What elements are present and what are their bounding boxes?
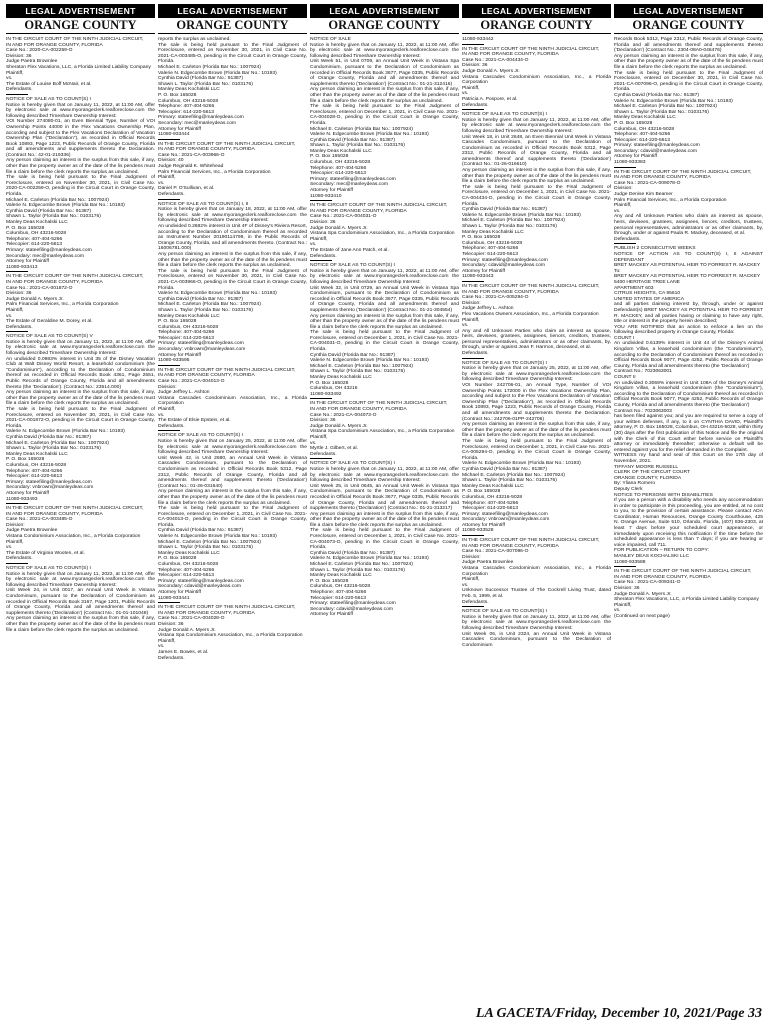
legal-notice: NOTICE OF SALE AS TO COUNT(S) I Notice is hereby given that on January 25, 2022, at 11:00 AM, offer by electronic sale at www.myorangeclerk.realforeclose.com the following described Timeshare Ownership Interest: Unit Week 42, in Unit 2680, an Annual Unit Week in Vistana Cascades Condominium, pursuant to the Declaration of Condominium as recorded in Official Records Book 5312, Page 2312, Public Records of Orange County, Florida and all amendments thereof and supplements thereto ('Declaration') (Contract No.: 01-26-031640) Any person claiming an interest in the surplus from this sale, if any, other than the property owner as of the date of the lis pendens must file a claim before the clerk reports the surplus as unclaimed. The sale is being held pursuant to the Final Judgment of Foreclosure, entered on December 1, 2021, in Civil Case No. 2021-CA-004013-O, pending in the Circuit Court in Orange County, Florida. Cynthia David (Florida Bar No.: 91387) Valerie N. Edgecombe Brown (Florida Bar No.: 10193) Michael E. Carleton (Florida Bar No.: 1007924) Shawn L. Taylor (Florida Bar No.: 0103176) Manley Deas Kochalski LLC P. O. Box 165028 Columbus, OH 43216-5028 Telephone: 407-404-5266 Telecopier: 614-220-5613 Primary: stateefiling@manleydeas.com Secondary: cdavid@manleydeas.com Attorney for Plaintiff 11080-933441	[158, 433, 307, 601]
legal-notice: IN THE CIRCUIT COURT OF THE NINTH JUDICIAL CIRCUIT, IN AND FOR ORANGE COUNTY, FLORIDA Case No.: 2021-CA-004434-O Division: 36 Judge Donald A. Myers Jr. Vistana Cascades Condominium Association, Inc., a Florida Corporation Plaintiff, vs. Patricia A. Pospore, et al. Defendants.	[462, 46, 611, 108]
notice-separator	[462, 281, 484, 282]
legal-notice: Records Book 5312, Page 2312, Public Records of Orange County, Florida and all amendments thereof and supplements thereto ('Declaration') (Contract No.: 2304-08A0-046476) Any person claiming an interest in the surplus from this sale, if any, other than the property owner as of the date of the lis pendens must file a claim before the clerk reports the surplus as unclaimed. The sale is being held pursuant to the Final Judgment of Foreclosure, entered on December 30, 2021, in Civil Case No. 2021-CA-007096-O, pending in the Circuit Court in Orange County, Florida. Cynthia David (Florida Bar No.: 91387) Valerie N. Edgecombe Brown (Florida Bar No.: 10193) Michael E. Carleton (Florida Bar No.: 1007924) Shawn L. Taylor (Florida Bar No.: 0103176) Manley Deas Kochalski LLC P. O. Box 165028 Columbus, OH 43216-5028 Telephone: 407-404-5266 Telecopier: 614-220-5613 Primary: stateefiling@manleydeas.com Secondary: cdavid@manleydeas.com Attorney for Plaintiff 11080-933383	[614, 37, 763, 166]
column-1	[6, 4, 155, 1004]
notice-separator	[310, 200, 332, 201]
notice-separator	[158, 430, 180, 431]
county-heading: ORANGE COUNTY	[462, 18, 611, 34]
legal-advertisement-header: LEGAL ADVERTISEMENT	[310, 4, 459, 18]
legal-notice: IN THE CIRCUIT COURT OF THE NINTH JUDICIAL CIRCUIT, IN AND FOR ORANGE COUNTY, FLORIDA Case No.: 2021-CA-007096-O Division: Judge Paetra Brownlee Vistana Cascades Condominium Association, Inc., a Florida Corporation Plaintiff, vs. Unknown Successor Trustee of The Cockrell Living Trust, dated Feb. 5, 1999, et al. Defendants.	[462, 538, 611, 605]
notice-separator	[158, 199, 180, 200]
legal-notice: NOTICE OF SALE AS TO COUNT(S) I Notice is hereby given that on January 11, 2022, at 11:00 AM, offer by electronic sale at www.myorangeclerk.realforeclose.com the following described Timeshare Ownership Interest: Unit Week 24, in Unit 0017, an Annual Unit Week in Vistana Condominium, pursuant to the Declaration of Condominium as recorded in Official Records Book 3167, Page 1201, Public Records of Orange County, Florida and all amendments thereof and supplements thereto ('Declaration') (Contract No.: 01-01-101048) Any person claiming an interest in the surplus from this sale, if any, other than the property owner as of the date of the lis pendens must file a claim before the clerk reports the surplus as unclaimed.	[6, 566, 155, 633]
county-heading: ORANGE COUNTY	[6, 18, 155, 34]
notice-separator	[462, 109, 484, 110]
column-body	[6, 37, 155, 1004]
legal-notice: PUBLISH 2 CONSECUTIVE WEEKS NOTICE OF ACTION AS TO COUNT(S) I, II AGAINST DEFENDANT BRET MACKEY AS POTENTIAL HEIR TO FORREST R. MACKEY To: BRET MACKEY AS POTENTIAL HEIR TO FORREST R. MACKEY 5400 HERITAGE TREE LANE APARTMENT 603 CITRUS HEIGHTS, CA 95610 UNITED STATES OF AMERICA and all parties claiming interest by, through, under or against Defendant(s) BRET MACKEY AS POTENTIAL HEIR TO FORREST R. MACKEY, and all parties having or claiming to have any right, title or interest in the property herein described; YOU ARE NOTIFIED that an action to enforce a lien on the following described property in Orange County, Florida: COUNT I An undivided 0.6139% interest in Unit 44 of the Disney's Animal Kingdom Villas, a leasehold condominium (the "Condominium"), according to the Declaration of Condominium thereof as recorded in Official Records Book 9077, Page 4252, Public Records of Orange County, Florida and all amendments thereto (the 'Declaration') Contract No.: 7023063001 COUNT II An undivided 0.3069% interest in Unit 108A of the Disney's Animal Kingdom Villas, a leasehold condominium (the "Condominium"), according to the Declaration of Condominium thereof as recorded in Official Records Book 9077, Page 4252, Public Records of Orange County, Florida and all amendments thereto (the 'Declaration') Contract No.: 7023063003 has been filed against you; and you are required to serve a copy of your written defenses, if any, to it on CYNTHIA DAVID, Plaintiff's attorney, P. O. Box 165028, Columbus, OH 43216-5028, within thirty (30) days after the first publication of this Notice and file the original with the Clerk of this Court either before service on Plaintiff's attorney or immediately thereafter; otherwise a default will be entered against you for the relief demanded in the Complaint. WITNESS my hand and seal of this Court on the 17th day of November, 2021. TIFFANY MOORE RUSSELL CLERK OF THE CIRCUIT COURT ORANGE COUNTY, FLORIDA By: Yliana Romero Deputy Clerk NOTICE TO PERSONS WITH DISABILITIES If you are a person with a disability who needs any accommodation in order to participate in this proceeding, you are entitled, at no cost to you, to the provision of certain assistance. Please contact ADA Coordinator, Human Resources, Orange County Courthouse, 425 N. Orange Avenue, Suite 510, Orlando, Florida, (407) 836-2303, at least 7 days before your scheduled court appearance, or immediately upon receiving this notification if the time before the scheduled appearance is less than 7 days; if you are hearing or voice impaired, call 711. FOR PUBLICATION – RETURN TO COPY: MANLEY DEAS KOCHALSKI LLC 11080-933588	[614, 246, 763, 565]
legal-notice: IN THE CIRCUIT COURT OF THE NINTH JUDICIAL CIRCUIT, IN AND FOR ORANGE COUNTY, FLORIDA Case No.: 2021-CA-001872-O Division: 36 Judge Donald A. Myers Jr. Palm Financial Services, Inc., a Florida Corporation Plaintiff, vs. The Estate of Geraldine M. Dorey, et al. Defendants.	[6, 274, 144, 330]
legal-notice: NOTICE OF SALE AS TO COUNT(S) I, II Notice is hereby given that on January 18, 2022, at 11:00 AM, offer by electronic sale at www.myorangeclerk.realforeclose.com the following described Timeshare Ownership Interest: An undivided 0.2682% interest in Unit 4F of Disney's Riviera Resort, according to the Declaration of Condominium thereof as recorded as Instrument Number 20190114799, in the Public Records of Orange County, Florida, and all amendments thereto. (Contract No.: 16006781.000) Any person claiming an interest in the surplus from this sale, if any, other than the property owner as of the date of the lis pendens must file a claim before the clerk reports the surplus as unclaimed. The sale is being held pursuant to the Final Judgment of Foreclosure, entered on November 30, 2021, in Civil Case No. 2021-CA-003966-O, pending in the Circuit Court in Orange County, Florida. Valerie N. Edgecombe Brown (Florida Bar No.: 10193) Cynthia David (Florida Bar No.: 91387) Michael E. Carleton (Florida Bar No.: 1007924) Shawn L. Taylor (Florida Bar No.: 0103176) Manley Deas Kochalski LLC P. O. Box 165028 Columbus, OH 43216-5028 Telephone: 407-404-5266 Telecopier: 614-220-5613 Primary: stateefiling@manleydeas.com Secondary: vnbrown@manleydeas.com Attorney for Plaintiff 11080-933595	[158, 201, 307, 364]
legal-notice: NOTICE OF SALE AS TO COUNT(S) I Notice is hereby given that on January 11, 2022, at 11:00 AM, offer by electronic sale at www.myorangeclerk.realforeclose.com the following described Timeshare Ownership Interest: Unit Week 06, in Unit 2324, an Annual Unit Week in Vistana Cascades Condominium, pursuant to the Declaration of Condominium	[462, 609, 611, 648]
notice-separator	[614, 243, 636, 244]
column-5	[614, 4, 763, 1004]
notice-separator	[614, 566, 636, 567]
legal-advertisement-header: LEGAL ADVERTISEMENT	[614, 4, 763, 18]
legal-notice: NOTICE OF SALE AS TO COUNT(S) V Notice is hereby given that on January 11, 2022, at 11:00 AM, offer by electronic sale at www.myorangeclerk.realforeclose.com the following described Timeshare Ownership Interest: An undivided 0.0983% interest in Unit 35 of the Disney Vacation Club at Walt Disney World Resort, a leasehold condominium (the "Condominium"), according to the Declaration of Condominium thereof as recorded in Official Records Book 4361, Page 2551, Public Records of Orange County, Florida and all amendments thereto (the 'Declaration'). (Contract No.: 23514.000) Any person claiming an interest in the surplus from this sale, if any, other than the property owner as of the date of the lis pendens must file a claim before the clerk reports the surplus as unclaimed. The sale is being held pursuant to the Final Judgment of Foreclosure, entered on November 30, 2021, in Civil Case No. 2021-CA-001872-O, pending in the Circuit Court in Orange County, Florida. Valerie N. Edgecombe Brown (Florida Bar No.: 10193) Cynthia David (Florida Bar No.: 91387) Michael E. Carleton (Florida Bar No.: 1007924) Shawn L. Taylor (Florida Bar No.: 0103176) Manley Deas Kochalski LLC P. O. Box 165028 Columbus, OH 43216-5028 Telephone: 407-404-5266 Telecopier: 614-220-5613 Primary: stateefiling@manleydeas.com Secondary: vnbrown@manleydeas.com Attorney for Plaintiff 11080-933493	[6, 334, 155, 502]
legal-advertisement-header: LEGAL ADVERTISEMENT	[462, 4, 611, 18]
notice-separator	[6, 503, 28, 504]
notice-separator	[310, 398, 332, 399]
notice-separator	[6, 94, 28, 95]
county-heading: ORANGE COUNTY	[614, 18, 763, 34]
notice-separator	[462, 44, 484, 45]
legal-notice: IN THE CIRCUIT COURT OF THE NINTH JUDICIAL CIRCUIT, IN AND FOR ORANGE COUNTY, FLORIDA Case No.: 2021-CA-004031-O Division: 36 Judge Donald A. Myers Jr. Vistana Spa Condominium Association, Inc., a Florida Corporation Plaintiff, vs. The Estate of Jane Ann Patch, et al. Defendants.	[310, 203, 455, 259]
legal-notice: NOTICE OF SALE AS TO COUNT(S) I Notice is hereby given that on January 11, 2022, at 11:00 AM, offer by electronic sale at www.myorangeclerk.realforeclose.com the following described Timeshare Ownership Interest: VOI Number 274080-01, an Even Biennial Type, Number of VOI Ownership Points 44000 in the Flex Vacations Ownership Plan, according and subject to the Flex Vacations Declaration of Vacation Ownership Plan ("Declaration"), as recorded in Official Records Book 10893, Page 1223, Public Records of Orange County, Florida and all amendments and supplements thereto the Declaration. (Contract No.: 42-01-219336) Any person claiming an interest in the surplus from this sale, if any, other than the property owner as of the date of the lis pendens must file a claim before the clerk reports the surplus as unclaimed. The sale is being held pursuant to the Final Judgment of Foreclosure, entered on November 30, 2021, in Civil Case No. 2020-CA-002259-O, pending in the Circuit Court in Orange County, Florida. Michael E. Carleton (Florida Bar No.: 1007924) Valerie N. Edgecombe Brown (Florida Bar No.: 10193) Cynthia David (Florida Bar No.: 91387) Shawn L. Taylor (Florida Bar No.: 0103176) Manley Deas Kochalski LLC P. O. Box 165028 Columbus, OH 43216-5028 Telephone: 407-404-5266 Telecopier: 614-220-5613 Primary: stateefiling@manleydeas.com Secondary: mec@manleydeas.com Attorney for Plaintiff 11080-933413	[6, 96, 155, 270]
legal-notice: IN THE CIRCUIT COURT OF THE NINTH JUDICIAL CIRCUIT, IN AND FOR ORANGE COUNTY, FLORIDA Case No.: 2021-CA-009341-O Division: 36 Judge Donald A. Myers Jr. Sheraton Flex Vacations, LLC, a Florida Limited Liability Company Plaintiff, vs. (Continued on next page)	[614, 569, 759, 619]
notice-separator	[6, 271, 28, 272]
newspaper-page	[6, 4, 764, 1004]
legal-notice: NOTICE OF SALE AS TO COUNT(S) I Notice is hereby given that on January 25, 2022, at 11:00 AM, offer by electronic sale at www.myorangeclerk.realforeclose.com the following described Timeshare Ownership Interest: VOI Number 242706-01, an Annual Type, Number of VOI Ownership Points 172000 in the Flex Vacations Ownership Plan, according and subject to the Flex Vacations Declaration of Vacation Ownership Plan ("Declaration"), as recorded in Official Records Book 10893, Page 1223, Public Records of Orange County, Florida and all amendments and supplements thereto the Declaration. (Contract No.: 242706-01PP-242706) Any person claiming an interest in the surplus from this sale, if any, other than the property owner as of the date of the lis pendens must file a claim before the clerk reports the surplus as unclaimed. The sale is being held pursuant to the Final Judgment of Foreclosure, entered on December 1, 2021, in Civil Case No. 2021-CA-005294-O, pending in the Circuit Court in Orange County, Florida. Valerie N. Edgecombe Brown (Florida Bar No.: 10193) Cynthia David (Florida Bar No.: 91387) Michael E. Carleton (Florida Bar No.: 1007924) Shawn L. Taylor (Florida Bar No.: 0103176) Manley Deas Kochalski LLC P. O. Box 165028 Columbus, OH 43216-5028 Telephone: 407-404-5266 Telecopier: 614-220-5613 Primary: stateefiling@manleydeas.com Secondary: vnbrown@manleydeas.com Attorney for Plaintiff 11080-933528	[462, 360, 611, 534]
county-heading: ORANGE COUNTY	[310, 18, 459, 34]
notice-separator	[614, 167, 636, 168]
notice-separator	[158, 602, 180, 603]
notice-separator	[462, 606, 484, 607]
notice-separator	[310, 260, 332, 261]
notice-separator	[310, 458, 332, 459]
notice-separator	[6, 563, 28, 564]
column-4	[462, 4, 611, 1004]
legal-notice: IN THE CIRCUIT COURT OF THE NINTH JUDICIAL CIRCUIT, IN AND FOR ORANGE COUNTY, FLORIDA Case No.: 2021-CA-003485-O Division: Judge Paetra Brownlee Vistana Condominium Association, Inc., a Florida Corporation Plaintiff, vs. The Estate of Virginia Wooten, et al. Defendants.	[6, 506, 144, 562]
notice-separator	[6, 331, 28, 332]
page-footer: LA GACETA/Friday, December 10, 2021/Page 33	[475, 1006, 762, 1021]
column-body	[158, 37, 307, 1004]
notice-separator	[158, 139, 180, 140]
legal-notice: IN THE CIRCUIT COURT OF THE NINTH JUDICIAL CIRCUIT, IN AND FOR ORANGE COUNTY, FLORIDA Case No.: 2021-CA-004013-O Division: Judge Jeffrey L. Ashton Vistana Cascades Condominium Association, Inc., a Florida Corporation Plaintiff, vs. The Estate of Elsie Epstein, et al. Defendants.	[158, 367, 307, 429]
legal-notice: IN THE CIRCUIT COURT OF THE NINTH JUDICIAL CIRCUIT, IN AND FOR ORANGE COUNTY, FLORIDA Case No.: 2021-CA-005294-O Division: Judge Jeffrey L. Ashton Flex Vacations Owners Association, Inc., a Florida Corporation Plaintiff, vs. Any and All Unknown Parties who claim an interest as spouse, heirs, devisees, grantees, assignees, lienors, creditors, trustees, personal representatives, administrators or as other claimants, by, through, under or against Jean F. Harmon, deceased, et al. Defendants.	[462, 283, 611, 357]
column-2	[158, 4, 307, 1004]
legal-notice: IN THE CIRCUIT COURT OF THE NINTH JUDICIAL CIRCUIT, IN AND FOR ORANGE COUNTY, FLORIDA Case No.: 2021-CA-004028-O Division: 36 Judge Donald A. Myers Jr. Vistana Spa Condominium Association, Inc., a Florida Corporation Plaintiff, vs. James E. Bowes, et al. Defendants.	[158, 605, 303, 661]
legal-notice: NOTICE OF SALE AS TO COUNT(S) I Notice is hereby given that on January 11, 2022, at 11:00 AM, offer by electronic sale at www.myorangeclerk.realforeclose.com the following described Timeshare Ownership Interest: Unit Week 18, in Unit 2648, an Even Biennial Unit Week in Vistana Cascades Condominium, pursuant to the Declaration of Condominium as recorded in Official Records Book 5312, Page 2312, Public Records of Orange County, Florida and all amendments thereof and supplements thereto ('Declaration') (Contract No.: 01-26-016610) Any person claiming an interest in the surplus from this sale, if any, other than the property owner as of the date of the lis pendens must file a claim before the clerk reports the surplus as unclaimed. The sale is being held pursuant to the Final Judgment of Foreclosure, entered on December 1, 2021, in Civil Case No. 2021-CA-004434-O, pending in the Circuit Court in Orange County, Florida. Cynthia David (Florida Bar No.: 91387) Valerie N. Edgecombe Brown (Florida Bar No.: 10193) Michael E. Carleton (Florida Bar No.: 1007924) Shawn L. Taylor (Florida Bar No.: 0103176) Manley Deas Kochalski LLC P. O. Box 165028 Columbus, OH 43216-5028 Telephone: 407-404-5266 Telecopier: 614-220-5613 Primary: stateefiling@manleydeas.com Secondary: cdavid@manleydeas.com Attorney for Plaintiff 11080-933443	[462, 112, 611, 280]
notice-separator	[158, 365, 180, 366]
legal-notice: IN THE CIRCUIT COURT OF THE NINTH JUDICIAL CIRCUIT, IN AND FOR ORANGE COUNTY, FLORIDA Case No.: 2020-CA-002259-O Division: 36 Judge Paetra Brownlee Sheraton Flex Vacations, LLC, a Florida Limited Liability Company Plaintiff, vs. The Estate of Louise Boff McNair, et al. Defendants.	[6, 37, 151, 93]
legal-notice: NOTICE OF SALE AS TO COUNT(S) I Notice is hereby given that on January 11, 2022, at 11:00 AM, offer by electronic sale at www.myorangeclerk.realforeclose.com the following described Timeshare Ownership Interest: Unit Week 32, in Unit 0729, an Annual Unit Week in Vistana Spa Condominium, pursuant to the Declaration of Condominium as recorded in Official Records Book 3677, Page 0335, Public Records of Orange County, Florida and all amendments thereof and supplements thereto ('Declaration') (Contract No.: 01-21-304554) Any person claiming an interest in the surplus from this sale, if any, other than the property owner as of the date of the lis pendens must file a claim before the clerk reports the surplus as unclaimed. The sale is being held pursuant to the Final Judgment of Foreclosure, entered on December 1, 2021, in Civil Case No. 2021-CA-004031-O, pending in the Circuit Court in Orange County, Florida. Cynthia David (Florida Bar No.: 91387) Valerie N. Edgecombe Brown (Florida Bar No.: 10193) Michael E. Carleton (Florida Bar No.: 1007924) Shawn L. Taylor (Florida Bar No.: 0103176) Manley Deas Kochalski LLC P. O. Box 165028 Columbus, OH 43216 11080-933492	[310, 263, 459, 397]
legal-notice: 11080-933442	[462, 37, 494, 42]
legal-notice: IN THE CIRCUIT COURT OF THE NINTH JUDICIAL CIRCUIT, IN AND FOR ORANGE COUNTY, FLORIDA Case No.: 2021-CA-004073-O Division: 36 Judge Donald A. Myers Jr. Vistana Spa Condominium Association, Inc., a Florida Corporation Plaintiff, vs. Myrtle J. Gilbert, et al. Defendants.	[310, 401, 455, 457]
column-body	[310, 37, 459, 1004]
county-heading: ORANGE COUNTY	[158, 18, 307, 34]
notice-separator	[462, 358, 484, 359]
column-3	[310, 4, 459, 1004]
legal-notice: IN THE CIRCUIT COURT OF THE NINTH JUDICIAL CIRCUIT, IN AND FOR ORANGE COUNTY, FLORIDA Case No.: 2021-CA-009078-O Division: Judge Denise Kim Beamer Palm Financial Services, Inc., a Florida Corporation Plaintiff, vs. Any and All Unknown Parties who claim an interest as spouse, heirs, devisees, grantees, assignees, lienors, creditors, trustees, personal representatives, administrators or as other claimants, by, through, under or against Paula R. Mackey, deceased, et al. Defendants.	[614, 169, 763, 242]
legal-notice: NOTICE OF SALE Notice is hereby given that on January 11, 2022, at 11:00 AM, offer by electronic sale at www.myorangeclerk.realforeclose.com the following described Timeshare Ownership Interest: Unit Week 51, in Unit 0709, an Annual Unit Week in Vistana Spa Condominium, pursuant to the Declaration of Condominium as recorded in Official Records Book 3677, Page 0335, Public Records of Orange County, Florida and all amendments thereof and supplements thereto ('Declaration') (Contract No.: 01-21-312416) Any person claiming an interest in the surplus from this sale, if any, other than the property owner as of the date of the lis pendens must file a claim before the clerk reports the surplus as unclaimed. The sale is being held pursuant to the Final Judgment of Foreclosure, entered on December 1, 2021, in Civil Case No. 2021-CA-004028-O, pending in the Circuit Court in Orange County, Florida. Michael E. Carleton (Florida Bar No.: 1007924) Valerie N. Edgecombe Brown (Florida Bar No.: 10193) Cynthia David (Florida Bar No.: 91387) Shawn L. Taylor (Florida Bar No.: 0103176) Manley Deas Kochalski LLC P. O. Box 165028 Columbus, OH 43216-5028 Telephone: 407-404-5266 Telecopier: 614-220-5613 Primary: stateefiling@manleydeas.com Secondary: mec@manleydeas.com Attorney for Plaintiff 11080-933410	[310, 37, 459, 199]
notice-separator	[462, 535, 484, 536]
legal-advertisement-header: LEGAL ADVERTISEMENT	[6, 4, 155, 18]
legal-notice: IN THE CIRCUIT COURT OF THE NINTH JUDICIAL CIRCUIT, IN AND FOR ORANGE COUNTY, FLORIDA Case No.: 2021-CA-003966-O Division: 40 Judge Reginald K. Whitehead Palm Financial Services, Inc., a Florida Corporation Plaintiff, vs. Daniel P. O'Sullivan, et al. Defendants.	[158, 141, 296, 198]
legal-advertisement-header: LEGAL ADVERTISEMENT	[158, 4, 307, 18]
column-body	[462, 37, 611, 1004]
column-body	[614, 37, 763, 1004]
legal-notice: reports the surplus as unclaimed. The sale is being held pursuant to the Final Judgment of Foreclosure, entered on November 30, 2021, in Civil Case No. 2021-CA-003485-O, pending in the Circuit Court in Orange County, Florida. Michael E. Carleton (Florida Bar No.: 1007924) Valerie N. Edgecombe Brown (Florida Bar No.: 10193) Cynthia David (Florida Bar No.: 91387) Shawn L. Taylor (Florida Bar No.: 0103176) Manley Deas Kochalski LLC P. O. Box 165028 Columbus, OH 43216-5028 Telephone: 407-404-5266 Telecopier: 614-220-5613 Primary: stateefiling@manleydeas.com Secondary: mec@manleydeas.com Attorney for Plaintiff 11080-933444	[158, 37, 307, 138]
legal-notice: NOTICE OF SALE AS TO COUNT(S) I Notice is hereby given that on January 11, 2022, at 11:00 AM, offer by electronic sale at www.myorangeclerk.realforeclose.com the following described Timeshare Ownership Interest: Unit Week 25, in Unit 0645, an Annual Unit Week in Vistana Spa Condominium, pursuant to the Declaration of Condominium as recorded in Official Records Book 3677, Page 0335, Public Records of Orange County, Florida and all amendments thereof and supplements thereto ('Declaration') (Contract No.: 01-21-313217) Any person claiming an interest in the surplus from this sale, if any, other than the property owner as of the date of the lis pendens must file a claim before the clerk reports the surplus as unclaimed. The sale is being held pursuant to the Final Judgment of Foreclosure, entered on December 1, 2021, in Civil Case No. 2021-CA-004073-O, pending in the Circuit Court in Orange County, Florida. Cynthia David (Florida Bar No.: 91387) Valerie N. Edgecombe Brown (Florida Bar No.: 10193) Michael E. Carleton (Florida Bar No.: 1007924) Shawn L. Taylor (Florida Bar No.: 0103176) Manley Deas Kochalski LLC P. O. Box 165028 Columbus, OH 43216-5028 Telephone: 407-404-5266 Telecopier: 614-220-5613 Primary: stateefiling@manleydeas.com Secondary: cdavid@manleydeas.com Attorney for Plaintiff	[310, 461, 459, 618]
